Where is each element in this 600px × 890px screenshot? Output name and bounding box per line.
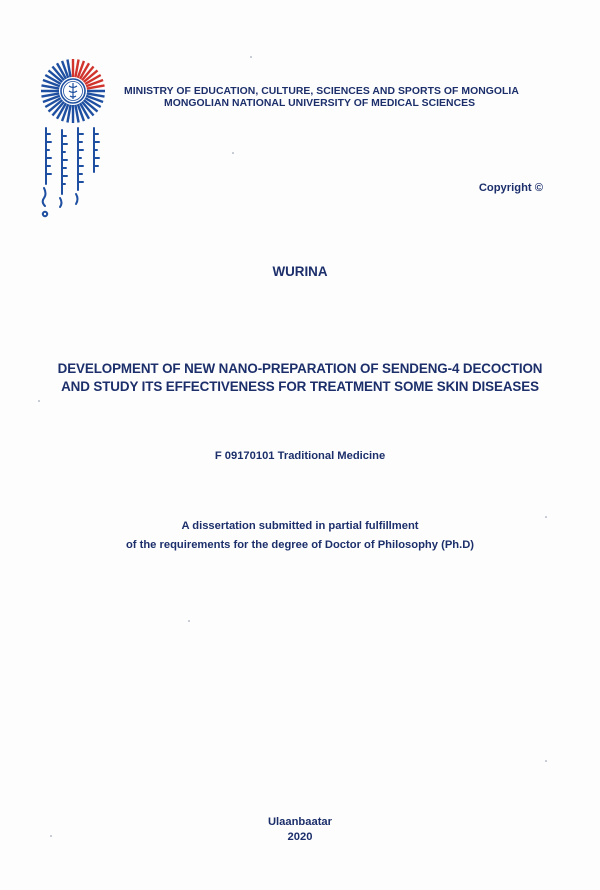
dissertation-statement-line-2: of the requirements for the degree of Doctor of Philosophy (Ph.D) xyxy=(125,539,475,551)
thesis-title-line-1: DEVELOPMENT OF NEW NANO-PREPARATION OF SENDENG-4 DECOCTION xyxy=(57,361,543,376)
copyright-notice: Copyright © xyxy=(478,182,543,194)
scan-speck xyxy=(38,400,40,402)
university-logo xyxy=(40,58,106,124)
scan-speck xyxy=(250,56,252,58)
author-name: WURINA xyxy=(272,264,328,279)
publication-year: 2020 xyxy=(287,831,313,843)
scan-speck xyxy=(232,152,234,154)
scan-speck xyxy=(545,516,547,518)
dissertation-statement-line-1: A dissertation submitted in partial fulfillment xyxy=(181,520,419,532)
thesis-title-line-2: AND STUDY ITS EFFECTIVENESS FOR TREATMENT SOME SKIN DISEASES xyxy=(61,379,539,394)
scan-speck xyxy=(188,620,190,622)
specialty-code: F 09170101 Traditional Medicine xyxy=(214,450,386,462)
scan-speck xyxy=(50,835,52,837)
university-heading: MONGOLIAN NATIONAL UNIVERSITY OF MEDICAL SCIENCES xyxy=(164,98,476,109)
scan-speck xyxy=(545,760,547,762)
ministry-heading: MINISTRY OF EDUCATION, CULTURE, SCIENCES AND SPORTS OF MONGOLIA xyxy=(124,86,519,97)
mongolian-script-emblem xyxy=(40,124,110,224)
place-of-publication: Ulaanbaatar xyxy=(267,816,333,828)
